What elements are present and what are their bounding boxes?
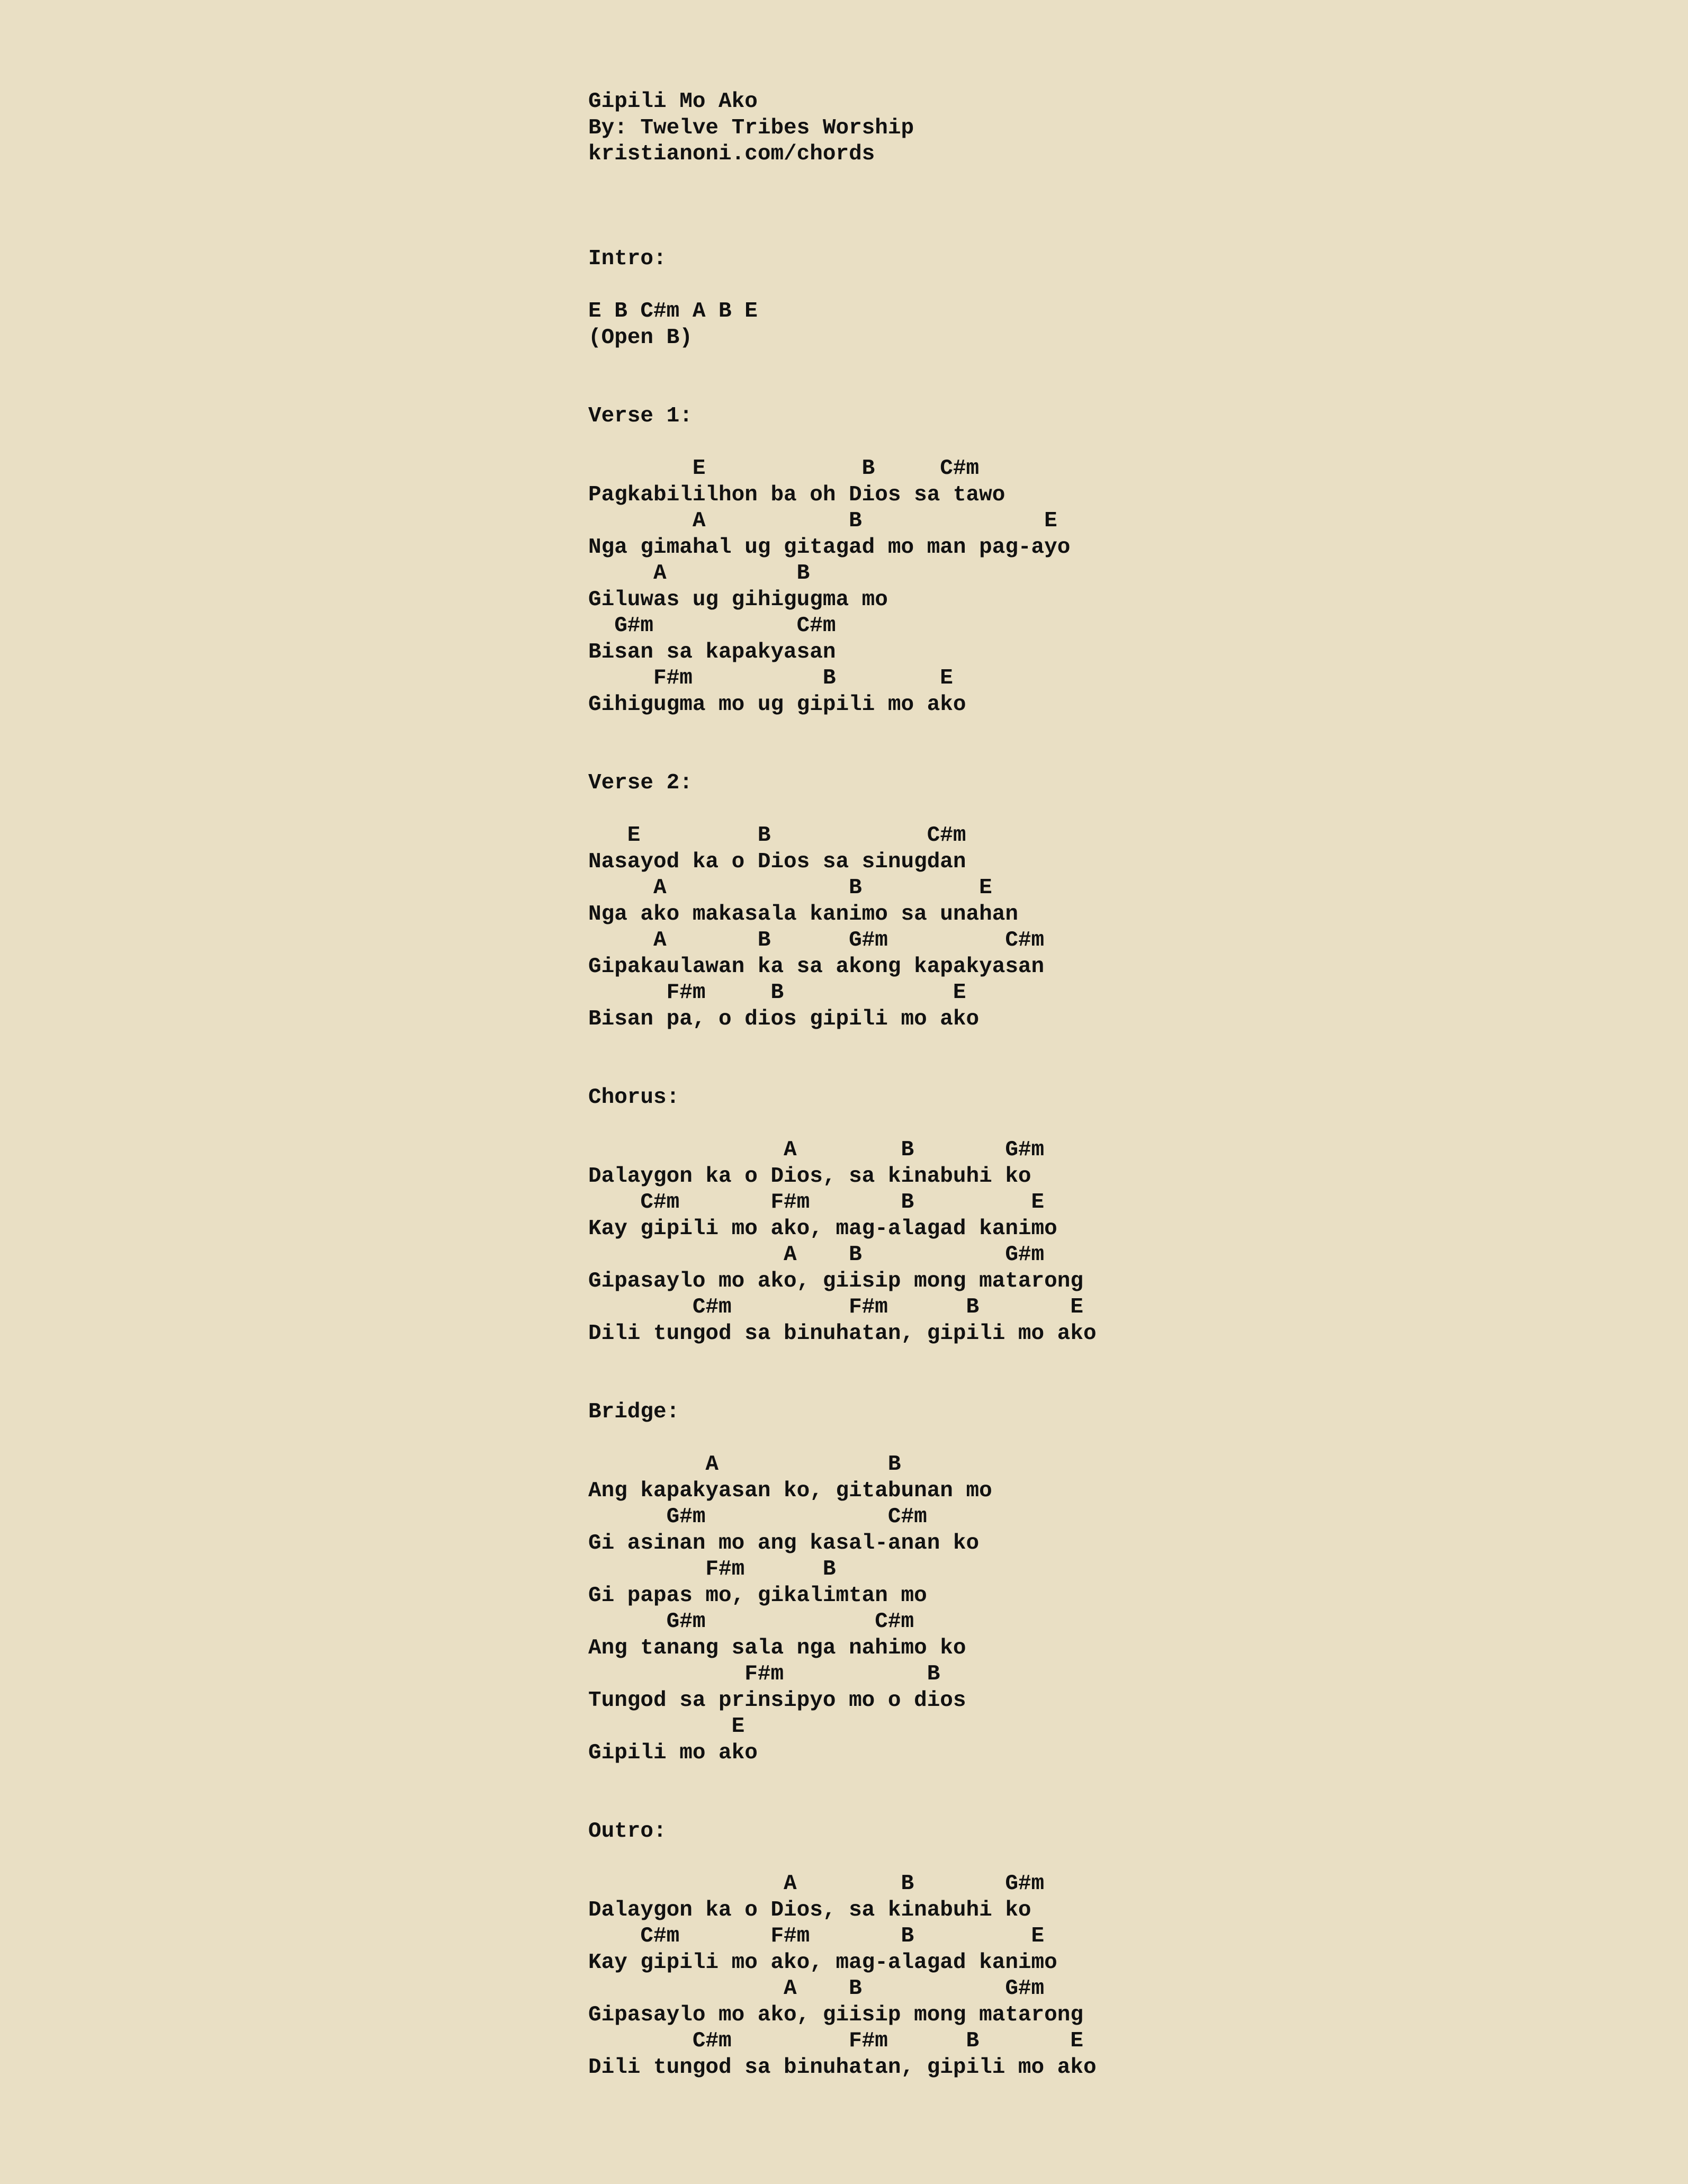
chord-line: A B E xyxy=(588,509,1057,533)
blank-line xyxy=(588,1793,1435,1819)
chord-line: F#m B xyxy=(588,1662,940,1686)
blank-line xyxy=(588,744,1435,771)
blank-line xyxy=(588,1059,1435,1085)
blank-line xyxy=(588,194,1435,220)
blank-line xyxy=(588,1845,1435,1872)
blank-line xyxy=(588,718,1435,744)
lyric-line: Giluwas ug gihigugma mo xyxy=(588,587,888,612)
chord-line: A B G#m C#m xyxy=(588,928,1045,952)
section-heading: Outro: xyxy=(588,1819,667,1844)
blank-line xyxy=(588,1347,1435,1373)
chord-line: F#m B E xyxy=(588,666,953,690)
chord-line: G#m C#m xyxy=(588,1610,914,1634)
lyric-line: Gipili mo ako xyxy=(588,1740,758,1765)
lyric-line: Dalaygon ka o Dios, sa kinabuhi ko xyxy=(588,1898,1031,1922)
chord-line: A B G#m xyxy=(588,1976,1045,2001)
chord-line: C#m F#m B E xyxy=(588,1190,1045,1215)
source-url: kristianoni.com/chords xyxy=(588,142,875,166)
chord-line: E xyxy=(588,1714,745,1739)
chord-line: F#m B E xyxy=(588,981,966,1005)
section-heading: Chorus: xyxy=(588,1085,680,1110)
chord-line: E B C#m A B E xyxy=(588,299,758,323)
chord-line: (Open B) xyxy=(588,325,693,350)
song-artist: By: Twelve Tribes Worship xyxy=(588,115,914,140)
song-title: Gipili Mo Ako xyxy=(588,89,758,114)
lyric-line: Pagkabililhon ba oh Dios sa tawo xyxy=(588,482,1005,507)
chord-line: E B C#m xyxy=(588,823,966,848)
lyric-line: Ang kapakyasan ko, gitabunan mo xyxy=(588,1478,992,1503)
lyric-line: Dalaygon ka o Dios, sa kinabuhi ko xyxy=(588,1164,1031,1189)
lyric-line: Gipasaylo mo ako, giisip mong matarong xyxy=(588,2002,1083,2027)
lyric-line: Bisan pa, o dios gipili mo ako xyxy=(588,1006,980,1031)
lyric-line: Gipasaylo mo ako, giisip mong matarong xyxy=(588,1269,1083,1293)
lyric-line: Nasayod ka o Dios sa sinugdan xyxy=(588,849,966,874)
chord-line: C#m F#m B E xyxy=(588,2029,1083,2053)
chord-line: G#m C#m xyxy=(588,614,836,638)
lyric-line: Nga gimahal ug gitagad mo man pag-ayo xyxy=(588,535,1071,560)
section-heading: Bridge: xyxy=(588,1400,680,1424)
chord-line: A B E xyxy=(588,876,992,900)
blank-line xyxy=(588,1032,1435,1059)
lyric-line: Dili tungod sa binuhatan, gipili mo ako xyxy=(588,1321,1097,1346)
chord-line: E B C#m xyxy=(588,456,980,481)
lyric-line: Gi asinan mo ang kasal-anan ko xyxy=(588,1531,980,1556)
lyric-line: Tungod sa prinsipyo mo o dios xyxy=(588,1688,966,1713)
chord-line: A B G#m xyxy=(588,1138,1045,1162)
chord-line: C#m F#m B E xyxy=(588,1295,1083,1319)
lyric-line: Gi papas mo, gikalimtan mo xyxy=(588,1583,927,1608)
chord-line: F#m B xyxy=(588,1557,836,1581)
lyric-line: Dili tungod sa binuhatan, gipili mo ako xyxy=(588,2055,1097,2080)
blank-line xyxy=(588,378,1435,404)
section-heading: Verse 2: xyxy=(588,771,693,795)
lyric-line: Ang tanang sala nga nahimo ko xyxy=(588,1635,966,1660)
lyric-line: Nga ako makasala kanimo sa unahan xyxy=(588,902,1018,927)
lyric-line: Kay gipili mo ako, mag-alagad kanimo xyxy=(588,1216,1057,1241)
blank-line xyxy=(588,797,1435,823)
section-heading: Intro: xyxy=(588,247,667,271)
chord-line: C#m F#m B E xyxy=(588,1924,1045,1948)
blank-line xyxy=(588,1426,1435,1452)
blank-line xyxy=(588,351,1435,378)
blank-line xyxy=(588,1373,1435,1400)
blank-line xyxy=(588,220,1435,247)
lyric-line: Bisan sa kapakyasan xyxy=(588,640,836,664)
blank-line xyxy=(588,168,1435,194)
chord-line: A B xyxy=(588,1452,901,1477)
chord-line: A B G#m xyxy=(588,1243,1045,1267)
chord-sheet xyxy=(588,89,1435,2081)
section-heading: Verse 1: xyxy=(588,404,693,428)
lyric-line: Kay gipili mo ako, mag-alagad kanimo xyxy=(588,1950,1057,1975)
chord-line: G#m C#m xyxy=(588,1505,927,1529)
chord-line: A B xyxy=(588,561,810,586)
lyric-line: Gihigugma mo ug gipili mo ako xyxy=(588,692,966,717)
blank-line xyxy=(588,430,1435,456)
blank-line xyxy=(588,273,1435,299)
chord-line: A B G#m xyxy=(588,1872,1045,1896)
lyric-line: Gipakaulawan ka sa akong kapakyasan xyxy=(588,954,1045,979)
blank-line xyxy=(588,1766,1435,1793)
blank-line xyxy=(588,1111,1435,1138)
